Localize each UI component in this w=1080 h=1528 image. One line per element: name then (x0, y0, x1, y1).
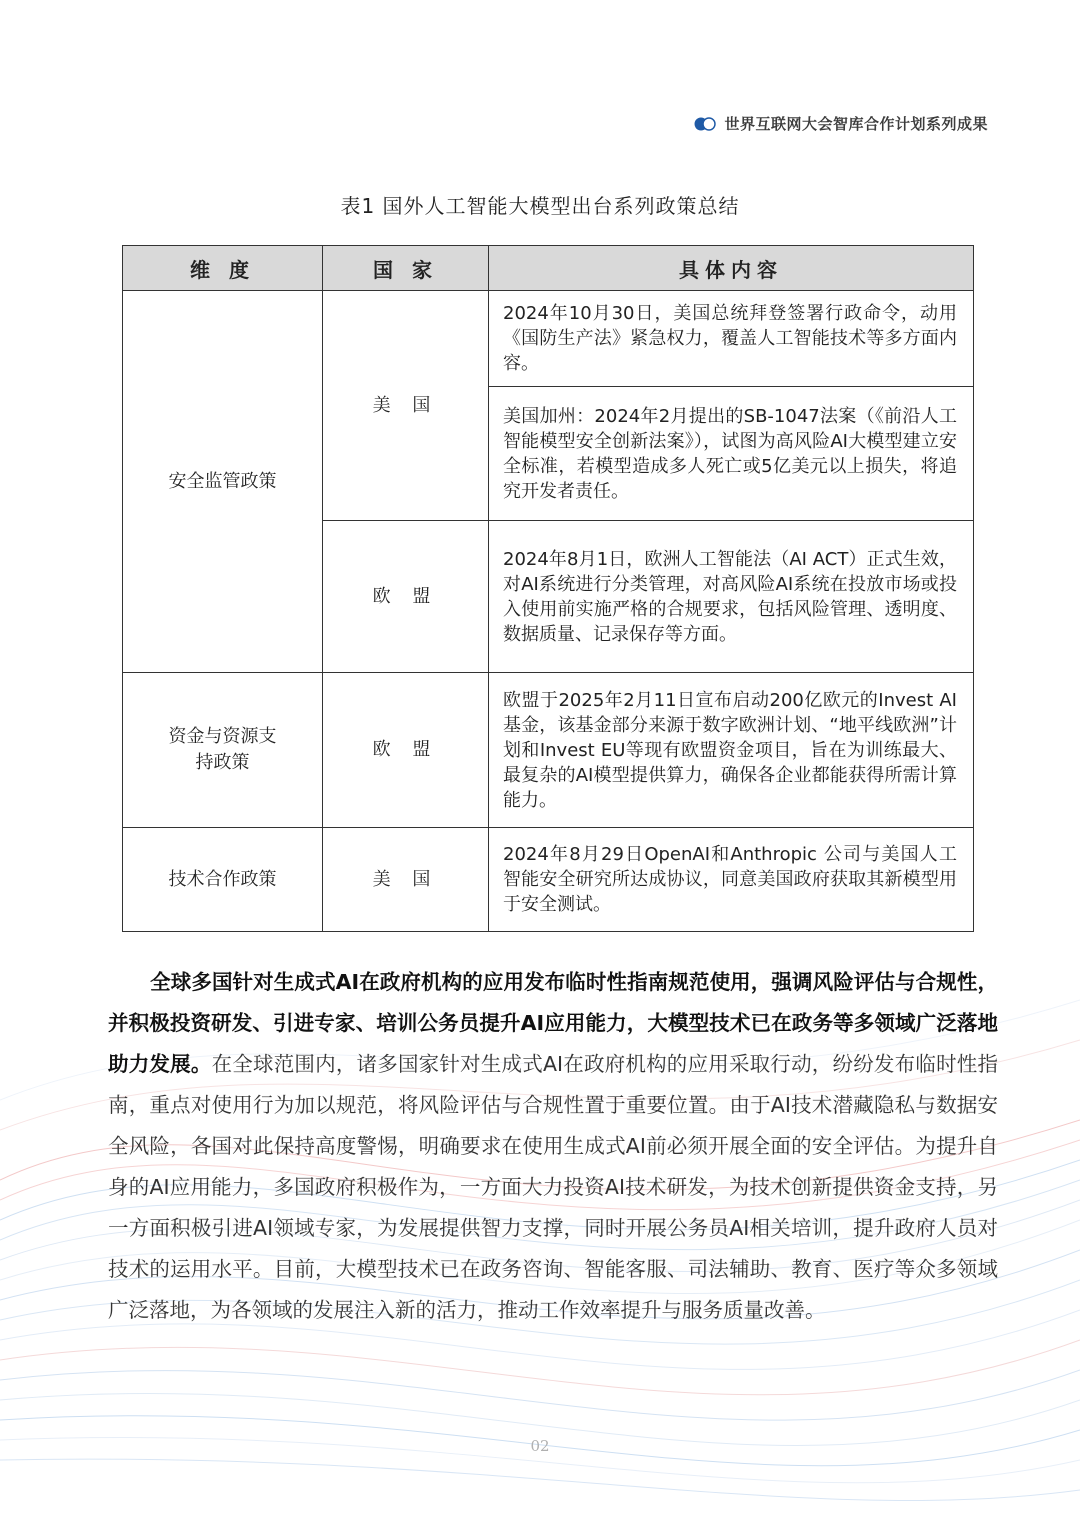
body-paragraph (108, 962, 998, 1331)
bold-lead-sentence: 全球多国针对生成式AI在政府机构的应用发布临时性指南规范使用，强调风险评估与合规性，并积极投资研发、引进专家、培训公务员提升AI应用能力，大模型技术已在政务等多领域广泛落地助力发展。 (108, 970, 998, 1076)
page-header (694, 113, 988, 134)
country-cell: 欧 盟 (323, 673, 489, 828)
country-cell: 美 国 (323, 291, 489, 521)
table-row (123, 673, 974, 828)
page-number: 02 (530, 1437, 550, 1455)
content-cell: 欧盟于2025年2月11日宣布启动200亿欧元的Invest AI基金，该基金部分来源于数字欧洲计划、“地平线欧洲”计划和Invest EU等现有欧盟资金项目，旨在为训练最大、最复杂的AI模型提供算力，确保各企业都能获得所需计算能力。 (489, 673, 974, 828)
dimension-cell: 安全监管政策 (123, 291, 323, 673)
country-cell: 欧 盟 (323, 521, 489, 673)
dimension-label: 资金与资源支持政策 (168, 726, 277, 773)
table-row (123, 828, 974, 932)
country-cell: 美 国 (323, 828, 489, 932)
policy-table (122, 245, 974, 932)
series-title: 世界互联网大会智库合作计划系列成果 (724, 115, 988, 133)
column-header-content: 具体内容 (489, 246, 974, 291)
table-header-row (123, 246, 974, 291)
two-circle-logo-icon (694, 117, 716, 131)
dimension-cell: 技术合作政策 (123, 828, 323, 932)
dimension-cell (123, 673, 323, 828)
column-header-country: 国 家 (323, 246, 489, 291)
content-cell: 2024年8月1日，欧洲人工智能法（AI ACT）正式生效，对AI系统进行分类管理，对高风险AI系统在投放市场或投入使用前实施严格的合规要求，包括风险管理、透明度、数据质量、记录保存等方面。 (489, 521, 974, 673)
table-title: 表1 国外人工智能大模型出台系列政策总结 (340, 194, 740, 218)
table-row (123, 291, 974, 387)
content-cell: 美国加州：2024年2月提出的SB-1047法案（《前沿人工智能模型安全创新法案》），试图为高风险AI大模型建立安全标准，若模型造成多人死亡或5亿美元以上损失，将追究开发者责任。 (489, 387, 974, 521)
content-cell: 2024年10月30日，美国总统拜登签署行政命令，动用《国防生产法》紧急权力，覆盖人工智能技术等多方面内容。 (489, 291, 974, 387)
column-header-dimension: 维 度 (123, 246, 323, 291)
content-cell: 2024年8月29日OpenAI和Anthropic 公司与美国人工智能安全研究所达成协议，同意美国政府获取其新模型用于安全测试。 (489, 828, 974, 932)
paragraph-text: 在全球范围内，诸多国家针对生成式AI在政府机构的应用采取行动，纷纷发布临时性指南，重点对使用行为加以规范，将风险评估与合规性置于重要位置。由于AI技术潜藏隐私与数据安全风险，各国对此保持高度警惕，明确要求在使用生成式AI前必须开展全面的安全评估。为提升自身的AI应用能力，多国政府积极作为，一方面大力投资AI技术研发，为技术创新提供资金支持，另一方面积极引进AI领域专家，为发展提供智力支撑，同时开展公务员AI相关培训，提升政府人员对技术的运用水平。目前，大模型技术已在政务咨询、智能客服、司法辅助、教育、医疗等众多领域广泛落地，为各领域的发展注入新的活力，推动工作效率提升与服务质量改善。 (108, 1052, 998, 1322)
